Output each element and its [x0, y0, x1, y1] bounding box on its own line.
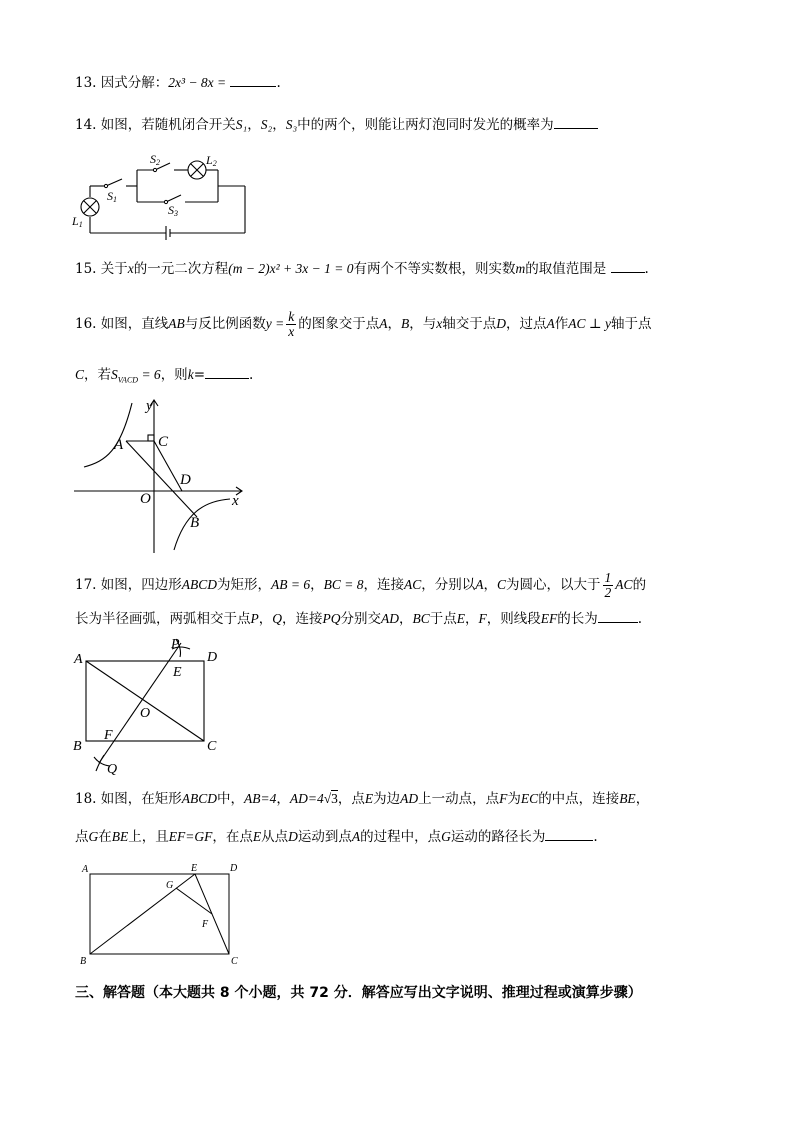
label-F: F [202, 919, 209, 930]
label-G: G [166, 880, 174, 891]
label-S3: S3 [168, 203, 178, 218]
label-C: C [231, 956, 238, 967]
section-heading: 三、解答题（本大题共 8 个小题，共 72 分．解答应写出文字说明、推理过程或演算步骤） [75, 985, 642, 1001]
label-D: D [207, 650, 218, 665]
label-D: D [180, 472, 191, 488]
hyperbola-figure [70, 395, 250, 555]
label-Q: Q [107, 762, 118, 775]
question-18: 18. 如图，在矩形ABCD中，AB=4，AD=4√3，点E为边AD上一动点，点F为EC的中点，连接BE， [75, 791, 650, 807]
rectangle-moving-point-figure [76, 858, 246, 968]
label-P: P [171, 637, 180, 652]
label-A: A [82, 864, 89, 875]
label-E: E [191, 863, 198, 874]
answer-blank[interactable] [598, 608, 638, 623]
label-C: C [207, 739, 217, 754]
ad-expression: AD=4√3 [289, 791, 338, 806]
label-A: A [74, 652, 83, 667]
answer-blank[interactable] [205, 364, 249, 379]
label-x-axis: x [232, 493, 239, 509]
question-17-line2: 长为半径画弧，两弧相交于点P，Q，连接PQ分别交AD，BC于点E，F，则线段EF的长为 . [75, 608, 642, 629]
fraction-k-over-x: $\frac{k}{x}$ [288, 309, 295, 339]
q15-equation: (m − 2)x² + 3x − 1 = 0 [228, 261, 354, 276]
answer-blank[interactable] [611, 258, 645, 273]
answer-blank[interactable] [230, 72, 276, 87]
label-C: C [158, 434, 169, 450]
question-13: 13. 因式分解：2x³ − 8x = . [75, 72, 281, 93]
question-17: 17. 如图，四边形ABCD为矩形，AB = 6，BC = 8，连接AC，分别以A，C为圆心，以大于 $\frac{1}{2}$ AC的 [75, 570, 647, 600]
label-O: O [140, 491, 151, 507]
question-15: 15. 关于x的一元二次方程(m − 2)x² + 3x − 1 = 0有两个不等实数根，则实数m的取值范围是 . [75, 258, 649, 279]
question-14: 14. 如图，若随机闭合开关S₁，S₂，S₃中的两个，则能让两灯泡同时发光的概率为 [75, 114, 598, 135]
question-16-line2: C，若$S_{VACD} = 6$，则k= . [75, 364, 253, 391]
question-16: 16. 如图，直线AB与反比例函数y = $\frac{k}{x}$ 的图象交于点A，B，与x轴交于点D，过点A作AC ⊥ y轴于点 [75, 309, 652, 339]
label-S1: S1 [107, 189, 117, 204]
label-B: B [190, 515, 200, 531]
rectangle-figure [70, 633, 230, 775]
question-18-line2: 点G在BE上，且EF=GF，在点E从点D运动到点A的过程中，点G运动的路径长为 . [75, 826, 598, 847]
answer-blank[interactable] [545, 826, 593, 841]
area-expression: $S_{VACD} = 6$ [111, 367, 161, 385]
fraction-one-half: $\frac{1}{2}$ [604, 570, 612, 600]
label-L1: L1 [72, 214, 83, 229]
label-B: B [73, 739, 82, 754]
label-B: B [80, 956, 87, 967]
label-S2: S2 [150, 152, 160, 167]
label-E: E [173, 665, 182, 680]
circuit-diagram [70, 150, 260, 242]
label-D: D [230, 863, 238, 874]
label-O: O [140, 706, 151, 721]
label-F: F [104, 728, 113, 743]
label-y-axis: y [146, 398, 153, 414]
label-L2: L2 [206, 153, 217, 168]
q13-expression: 2x³ − 8x = [168, 75, 227, 90]
answer-blank[interactable] [554, 114, 598, 129]
label-A: A [114, 437, 124, 453]
